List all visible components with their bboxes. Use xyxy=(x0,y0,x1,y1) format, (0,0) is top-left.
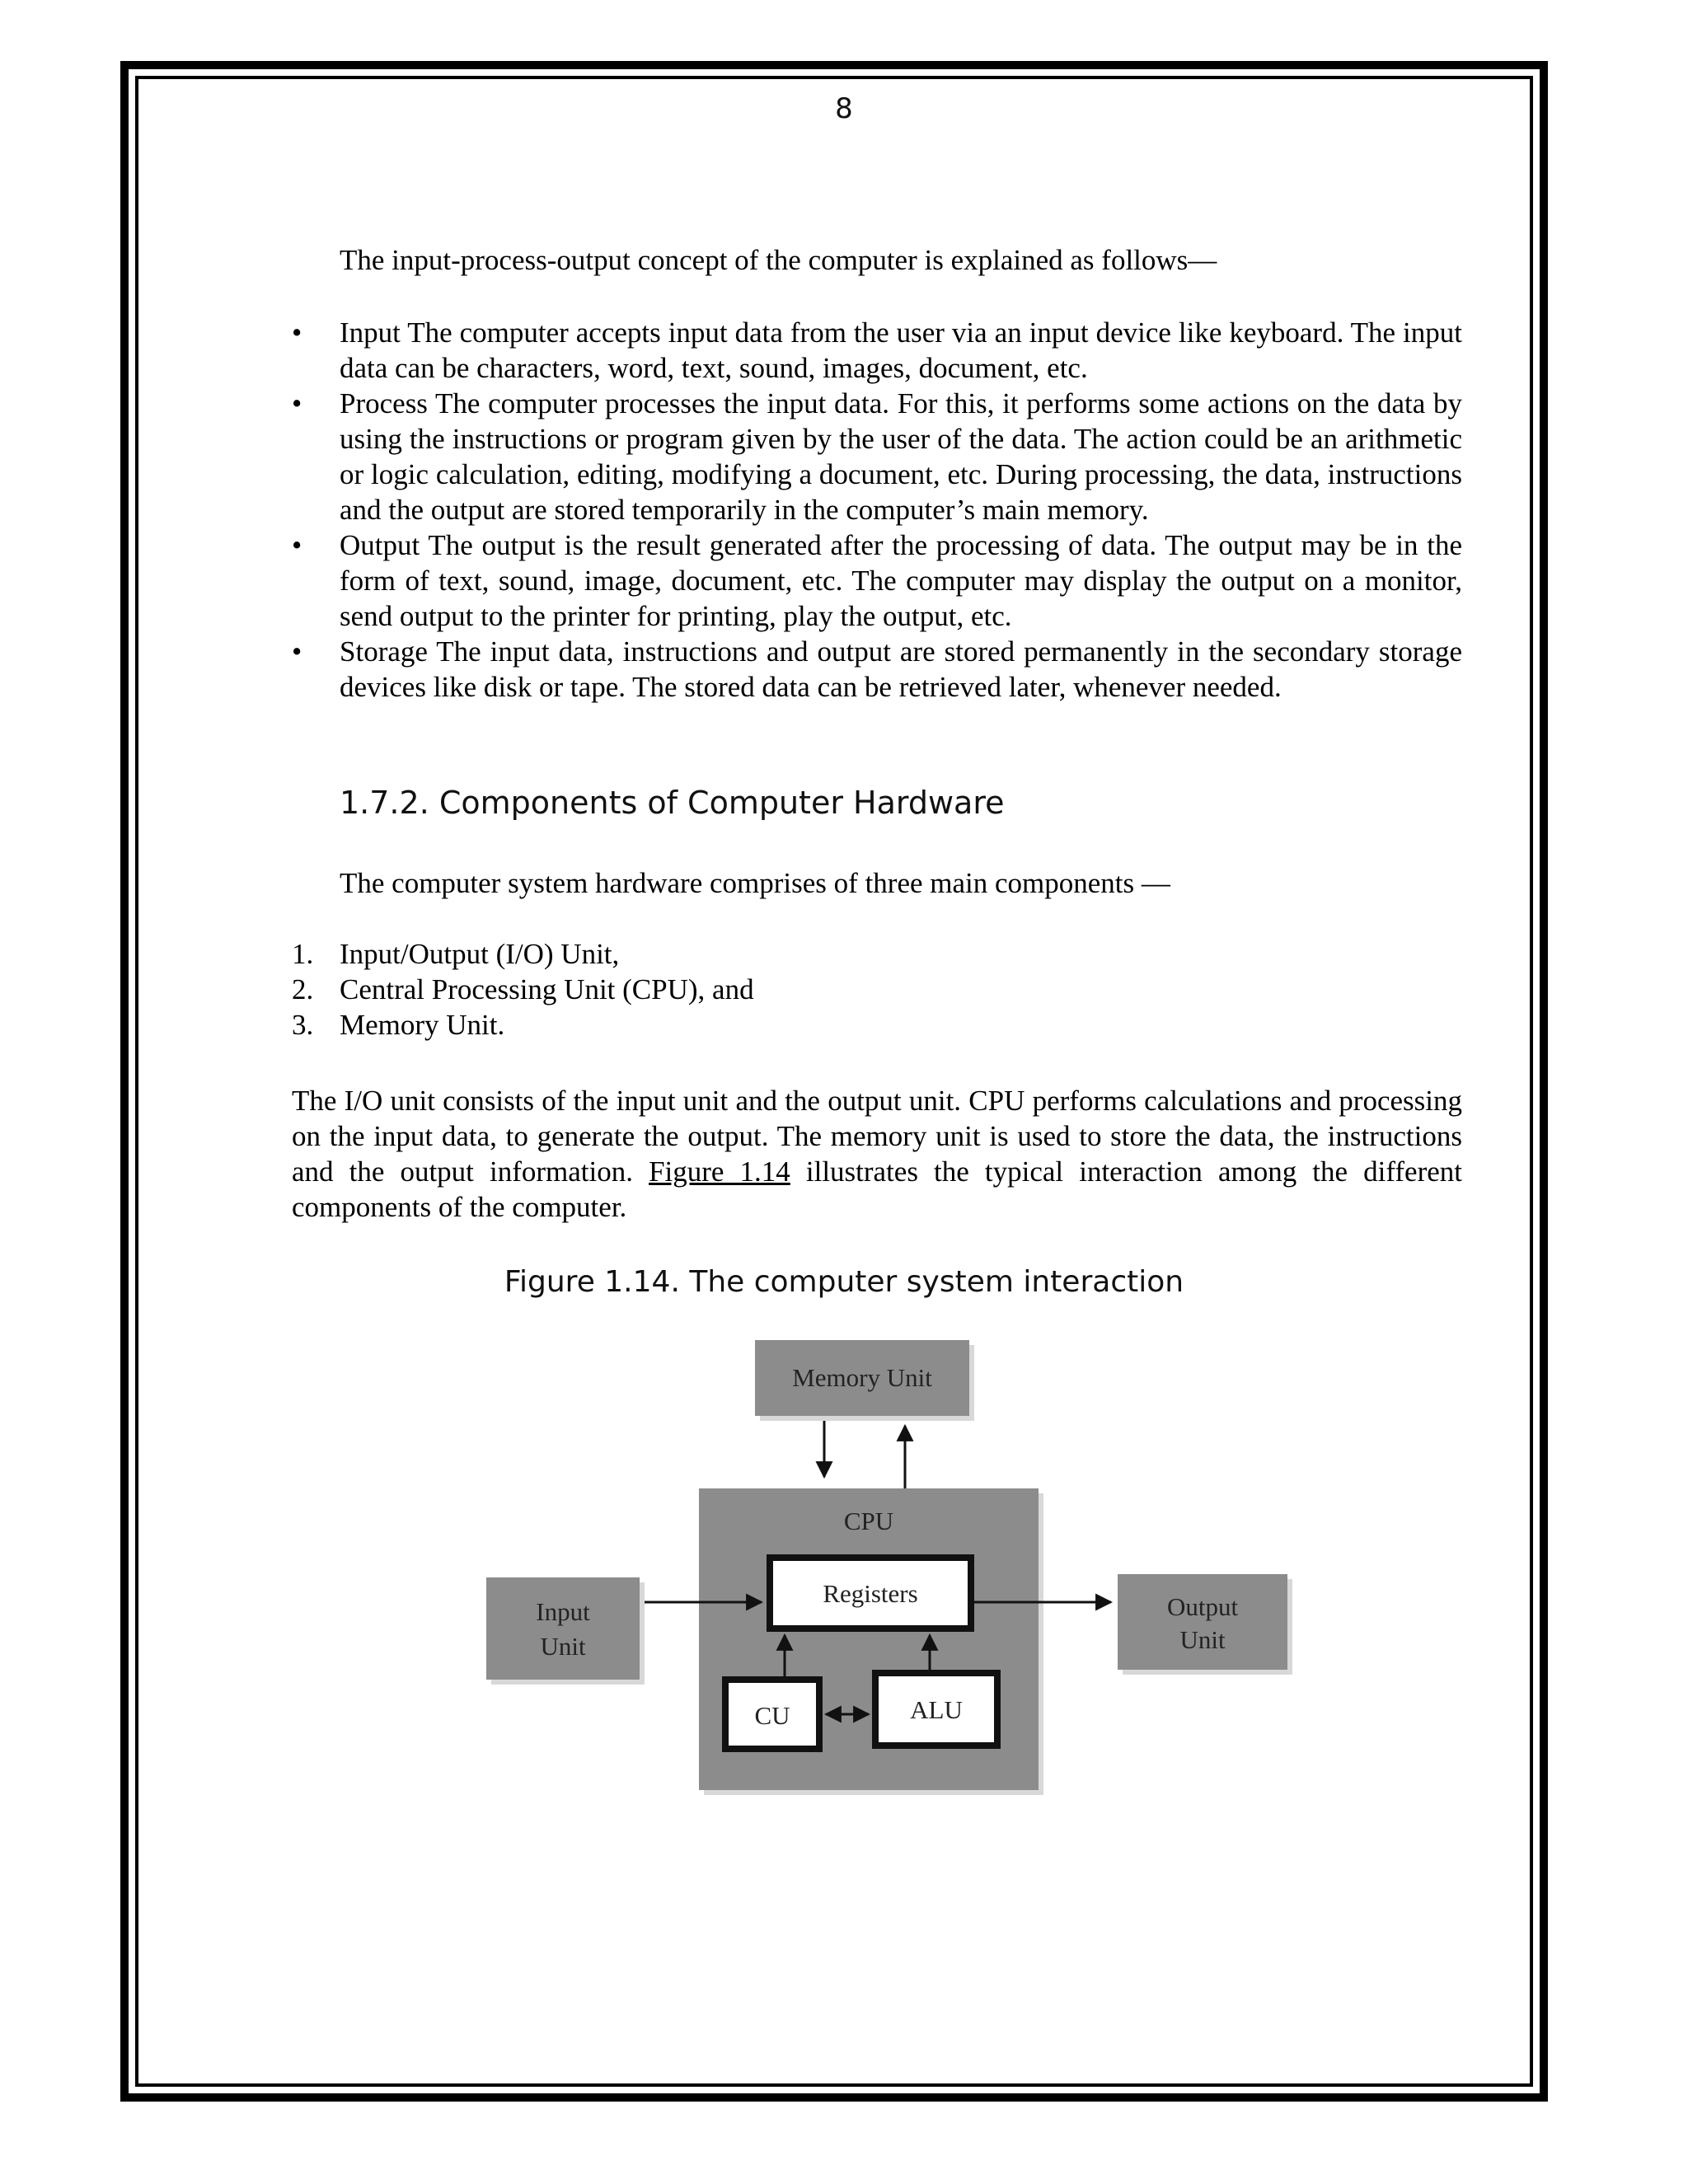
bullet-marker: • xyxy=(292,529,302,561)
components-intro: The computer system hardware comprises of three main components — xyxy=(340,867,1170,899)
list-item-text: Process The computer processes the input data. For this, it performs some actions on the data by using the instructions or program given by the user of the data. The action could be an arithmetic or logic calculation, editing, modifying a document, etc. During processing, the data, instructions and the output are stored temporarily in the computer’s main memory. xyxy=(340,387,1462,526)
cpu-label: CPU xyxy=(843,1507,894,1535)
alu-box xyxy=(875,1673,997,1746)
list-number: 2. xyxy=(292,973,314,1005)
components-list xyxy=(292,936,754,1043)
alu-label: ALU xyxy=(910,1695,963,1724)
bullet-marker: • xyxy=(292,635,302,668)
list-item xyxy=(292,936,754,972)
output-unit-label: Unit xyxy=(1179,1625,1226,1654)
registers-box xyxy=(770,1558,971,1629)
intro-text: The input-process-output concept of the computer is explained as follows— xyxy=(340,244,1217,276)
list-number: 1. xyxy=(292,938,314,970)
output-unit-label: Output xyxy=(1166,1592,1239,1621)
list-item-text: Memory Unit. xyxy=(340,1009,505,1041)
input-unit-label: Unit xyxy=(540,1632,586,1661)
cu-label: CU xyxy=(754,1701,790,1730)
page-number: 8 xyxy=(835,92,853,125)
list-item xyxy=(292,386,1462,527)
body-text: The I/O unit consists of the input unit and the output unit. CPU performs calculations and processing on the input data, to generate the output. The memory unit is used to store the data, the instructions and the output information. xyxy=(292,1085,1462,1188)
bullet-marker: • xyxy=(292,387,302,419)
list-item-text: Central Processing Unit (CPU), and xyxy=(340,973,754,1005)
body-text: illustrates the typical interaction among the different components of the computer. xyxy=(292,1155,1462,1223)
list-item xyxy=(292,527,1462,634)
list-item-text: Input The computer accepts input data from the user via an input device like keyboard. The input data can be characters, word, text, sound, images, document, etc. xyxy=(340,316,1462,384)
list-item xyxy=(292,315,1462,386)
memory-unit-label: Memory Unit xyxy=(792,1363,932,1392)
body-paragraph xyxy=(292,1083,1462,1225)
section-heading: 1.7.2. Components of Computer Hardware xyxy=(340,785,1005,821)
memory-unit-box xyxy=(755,1340,974,1421)
input-unit-label: Input xyxy=(536,1597,590,1626)
list-number: 3. xyxy=(292,1009,314,1041)
list-item-text: Output The output is the result generated after the processing of data. The output may be in the form of text, sound, image, document, etc. The computer may display the output on a monitor, send output to the printer for printing, play the output, etc. xyxy=(340,529,1462,632)
list-item xyxy=(292,972,754,1007)
figure-caption: Figure 1.14. The computer system interaction xyxy=(504,1265,1184,1299)
list-item-text: Storage The input data, instructions and output are stored permanently in the secondary storage devices like disk or tape. The stored data can be retrieved later, whenever needed. xyxy=(340,635,1462,703)
list-item xyxy=(292,1007,754,1043)
cu-box xyxy=(725,1680,819,1749)
output-unit-box xyxy=(1118,1574,1292,1675)
io-concept-list xyxy=(292,315,1462,705)
figure-link[interactable]: Figure 1.14 xyxy=(649,1155,790,1188)
input-unit-box xyxy=(486,1577,645,1685)
computer-system-diagram xyxy=(486,1335,1294,1797)
registers-label: Registers xyxy=(823,1579,918,1608)
list-item-text: Input/Output (I/O) Unit, xyxy=(340,938,620,970)
bullet-marker: • xyxy=(292,316,302,349)
list-item xyxy=(292,634,1462,705)
